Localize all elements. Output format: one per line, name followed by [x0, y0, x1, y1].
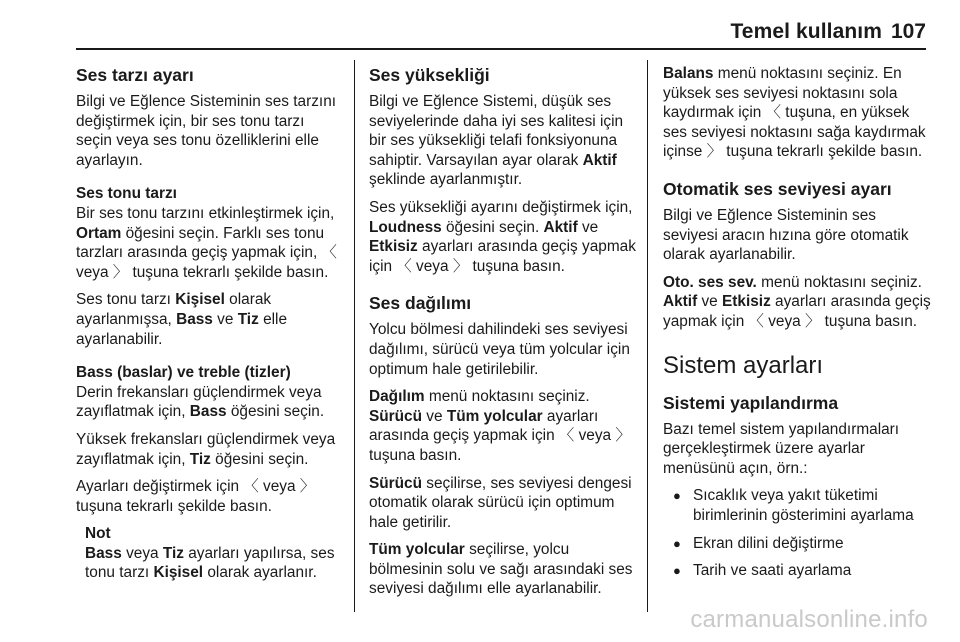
text: öğesini seçin. Farklı ses tonu tarzları arasında geçiş yapmak için, 〈 veya 〉 tuşuna tekrarlı şekilde basın. [76, 224, 337, 281]
text: menü noktasını seçiniz. [424, 388, 590, 406]
bold-term: Dağılım [369, 388, 425, 406]
bold-term: Etkisiz [369, 238, 418, 256]
text: Ses tonu tarzı [76, 291, 176, 309]
column-3 [663, 64, 931, 589]
text: ayarları yapılırsa, ses tonu tarzı [85, 544, 335, 582]
text: seçilirse, yolcu bölmesinin solu ve sağı arasındaki ses seviyesi dağılımı elle ayarlanabilir. [369, 541, 633, 598]
subheading-tone-style: Ses tonu tarzı [76, 185, 177, 203]
text: ve [212, 310, 238, 328]
text: elle ayarlanabilir. [76, 310, 288, 348]
watermark-text: carmanualsonline.info [690, 606, 928, 633]
bold-term: Tiz [162, 544, 184, 562]
bold-term: Kişisel [175, 291, 225, 309]
bold-term: Sürücü [369, 407, 423, 425]
column-divider-2 [647, 60, 648, 612]
text: seçilirse, ses seviyesi dengesi otomatik olarak sürücü için optimum hale getirilir. [369, 474, 632, 531]
list-item: ● Sıcaklık veya yakıt tüketimi birimlerinin gösterimini ayarlama [663, 486, 931, 525]
bold-term: Bass [85, 544, 122, 562]
list-item: ● Ekran dilini değiştirme [663, 534, 931, 554]
paragraph: Bilgi ve Eğlence Sisteminin ses seviyesi aracın hızına göre otomatik olarak ayarlanabilir. [663, 206, 909, 264]
text: ayarları arasında geçiş yapmak için 〈 veya 〉 tuşuna basın. [663, 293, 931, 330]
bold-term: Tüm yolcular [446, 407, 543, 425]
section-title-loudness: Ses yüksekliği [369, 65, 490, 85]
text: olarak ayarlanır. [203, 564, 317, 582]
text: Bir ses tonu tarzını etkinleştirmek için, [76, 204, 335, 222]
bold-term: Tüm yolcular [369, 541, 465, 559]
bold-term: Bass [189, 403, 227, 421]
column-1 [76, 64, 344, 583]
main-title-system-settings: Sistem ayarları [663, 351, 824, 379]
bold-term: Oto. ses sev. [663, 273, 757, 291]
bold-term: Bass [176, 310, 213, 328]
paragraph [663, 273, 931, 332]
section-title-sound-distribution: Ses dağılımı [369, 293, 472, 314]
text: veya [121, 544, 163, 562]
text: menü noktasını seçiniz. En yüksek ses seviyesi noktasını sola kaydırmak için 〈 tuşuna, en yüksek ses seviyesi noktasını sağa kaydırmak içinse 〉 tuşuna tekrarlı şekilde basın. [663, 65, 926, 161]
list-item: ● Tarih ve saati ayarlama [663, 561, 931, 581]
text: ve [697, 293, 723, 311]
header-title: Temel kullanım [730, 20, 882, 43]
section-title-auto-volume: Otomatik ses seviyesi ayarı [663, 178, 892, 199]
text: şeklinde ayarlanmıştır. [369, 171, 523, 189]
settings-list [663, 486, 931, 580]
paragraph [663, 64, 931, 162]
bold-term: Sürücü [369, 474, 423, 492]
bold-term: Tiz [189, 450, 211, 468]
paragraph [369, 540, 637, 599]
paragraph: Bazı temel sistem yapılandırmaları gerçekleştirmek üzere ayarlar menüsünü açın, örn.: [663, 420, 900, 477]
column-divider-1 [354, 60, 355, 612]
bold-term: Aktif [543, 218, 578, 236]
text: ve [577, 218, 599, 236]
section-title-sound-style: Ses tarzı ayarı [76, 65, 194, 85]
text: Bilgi ve Eğlence Sistemi, düşük ses seviyelerinde daha iyi ses kalitesi için bir ses yüksekliği telafi fonksiyonuna sahiptir. Varsayılan ayar olarak [369, 93, 624, 169]
note-text [85, 544, 344, 583]
paragraph [369, 474, 637, 533]
text: öğesini seçin. [210, 450, 309, 468]
page-header [0, 0, 960, 50]
text: ve [422, 407, 447, 425]
bold-term: Aktif [582, 151, 617, 169]
column-2 [369, 64, 637, 607]
paragraph: Bilgi ve Eğlence Sisteminin ses tarzını değiştirmek için, bir ses tonu tarzı seçin veya ses tonu özelliklerini elle ayarlayın. [76, 93, 337, 169]
page-number: 107 [890, 20, 926, 43]
text: öğesini seçin. [441, 218, 544, 236]
bold-term: Etkisiz [722, 293, 771, 311]
paragraph [76, 383, 344, 422]
paragraph [369, 92, 637, 190]
text: Ses yüksekliği ayarını değiştirmek için, [369, 198, 633, 216]
paragraph [76, 430, 344, 469]
header-rule [76, 48, 926, 50]
section-title-configure-system: Sistemi yapılandırma [663, 392, 839, 413]
bold-term: Aktif [663, 293, 698, 311]
text: ayarları arasında geçiş yapmak için 〈 veya 〉 tuşuna basın. [369, 238, 636, 275]
paragraph: Ayarları değiştirmek için 〈 veya 〉 tuşuna tekrarlı şekilde basın. [76, 478, 316, 515]
note-title: Not [85, 525, 111, 543]
bold-term: Loudness [369, 218, 442, 236]
bold-term: Tiz [237, 310, 259, 328]
subheading-bass-treble: Bass (baslar) ve treble (tizler) [76, 364, 291, 382]
paragraph [369, 198, 637, 276]
note-box [85, 524, 344, 583]
bold-term: Ortam [76, 224, 122, 242]
text: Yüksek frekansları güçlendirmek veya zayıflatmak için, [76, 430, 336, 468]
text: öğesini seçin. [226, 403, 325, 421]
paragraph [369, 387, 637, 465]
text: menü noktasını seçiniz. [756, 273, 922, 291]
text: ayarları arasında geçiş yapmak için 〈 veya 〉 tuşuna basın. [369, 407, 631, 464]
text: olarak ayarlanmışsa, [76, 291, 272, 328]
bold-term: Kişisel [153, 564, 204, 582]
paragraph: Yolcu bölmesi dahilindeki ses seviyesi dağılımı, sürücü veya tüm yolcular için optimum hale getirilebilir. [369, 321, 630, 378]
paragraph [76, 290, 344, 349]
bold-term: Balans [663, 65, 714, 82]
paragraph [76, 204, 344, 282]
text: Derin frekansları güçlendirmek veya zayıflatmak için, [76, 383, 322, 421]
